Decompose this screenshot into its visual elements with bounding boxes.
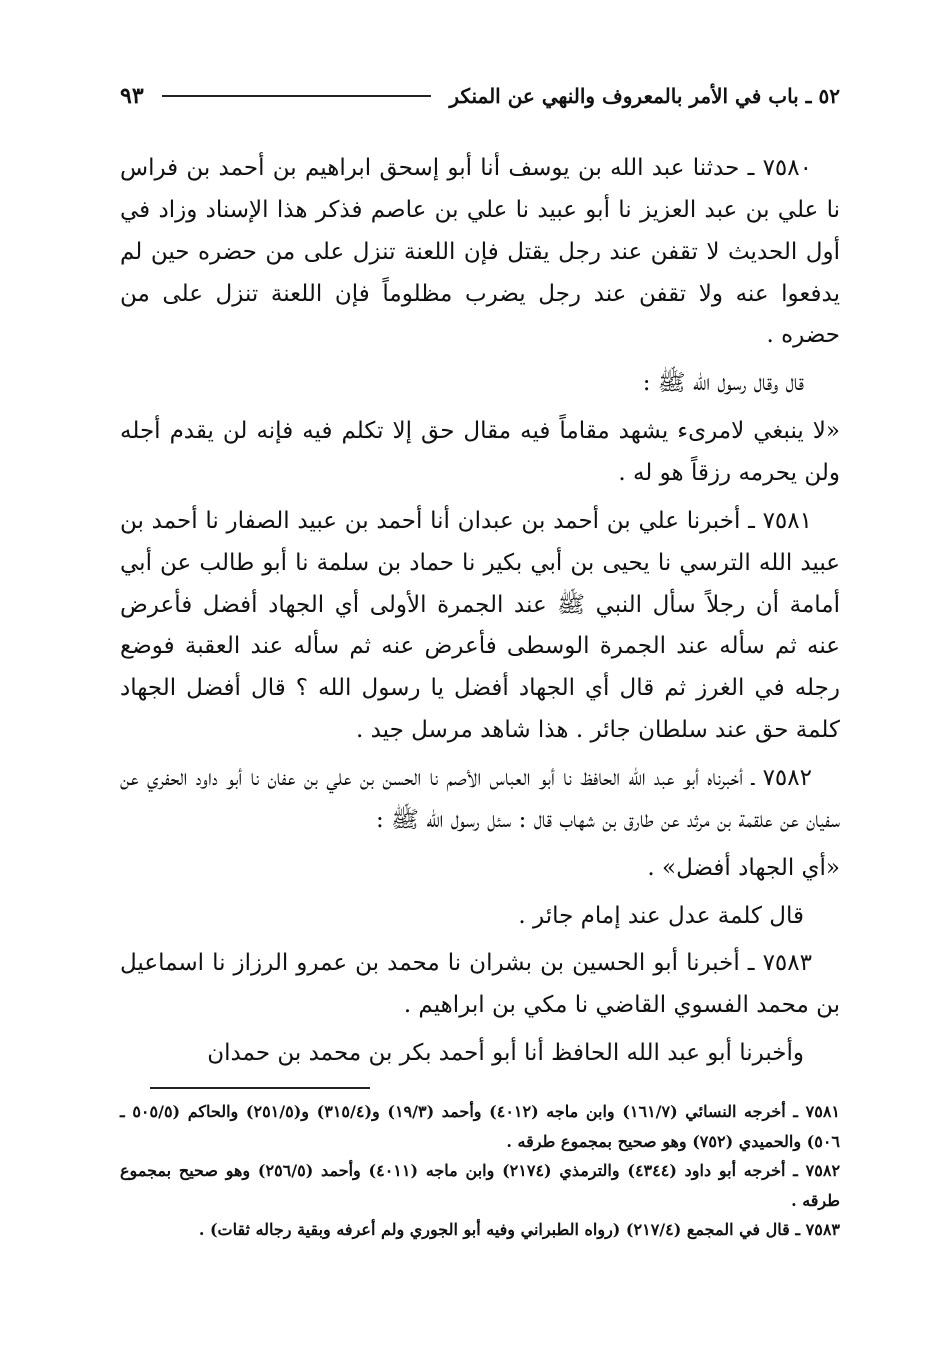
footnotes [120,1097,840,1245]
hadith-7583: ٧٥٨٣ ـ أخبرنا أبو الحسين بن بشران نا محمد بن عمرو الرزاز نا اسماعيل بن محمد الفسوي القاضي نا مكي بن ابراهيم . [120,950,840,1019]
running-header [120,78,840,114]
page-number: ٩٣ [120,83,144,109]
footnote-separator [150,1087,370,1089]
question-quote: «أي الجهاد أفضل» . [647,854,840,881]
chapter-title: ٥٢ ـ باب في الأمر بالمعروف والنهي عن المنكر [449,84,840,108]
prophetic-quote: «لا ينبغي لامرىء يشهد مقاماً فيه مقال حق إلا تكلم فيه فإنه لن يقدم أجله ولن يحرمه رزقاً هو له . [120,418,840,487]
footnote-7581: ٧٥٨١ ـ أخرجه النسائي (١٦١/٧) وابن ماجه (٤٠١٢) وأحمد (١٩/٣) و(٣١٥/٤) و(٢٥١/٥) والحاكم (٥٠٥/٥ ـ ٥٠٦) والحميدي (٧٥٢) وهو صحيح بمجموع طرقه . [120,1102,841,1151]
narration-intro: قال وقال رسول الله ﷺ : [642,370,804,397]
footnote-7582: ٧٥٨٢ ـ أخرجه أبو داود (٤٣٤٤) والترمذي (٢١٧٤) وابن ماجه (٤٠١١) وأحمد (٢٥٦/٥) وهو صحيح بمجموع طرقه . [120,1161,841,1210]
hadith-7580: ٧٥٨٠ ـ حدثنا عبد الله بن يوسف أنا أبو إسحق ابراهيم بن أحمد بن فراس نا علي بن عبد العزيز نا أبو عبيد نا علي بن عاصم فذكر هذا الإسناد وزاد في أول الحديث لا تقفن عند رجل يقتل فإن اللعنة تنزل على من حضره حين لم يدفعوا عنه ولا تقفن عند رجل يضرب مظلوماً فإن اللعنة تنزل على من حضره . [120,155,840,349]
main-text [120,148,840,1075]
answer-line: قال كلمة عدل عند إمام جائر . [518,902,804,929]
header-rule [162,95,432,97]
hadith-7582: ٧٥٨٢ ـ أخبرناه أبو عبد الله الحافظ نا أبو العباس الأصم نا الحسن بن علي بن عفان نا أبو داود الحفري عن سفيان عن علقمة بن مرثد عن طارق بن شهاب قال : سئل رسول الله ﷺ : [120,765,840,833]
chain-continuation: وأخبرنا أبو عبد الله الحافظ أنا أبو أحمد بكر بن محمد بن حمدان [207,1040,804,1067]
hadith-7581: ٧٥٨١ ـ أخبرنا علي بن أحمد بن عبدان أنا أحمد بن عبيد الصفار نا أحمد بن عبيد الله الترسي نا يحيى بن أبي بكير نا حماد بن سلمة نا أبو طالب عن أبي أمامة أن رجلاً سأل النبي ﷺ عند الجمرة الأولى أي الجهاد أفضل فأعرض عنه ثم سأله عند الجمرة الوسطى فأعرض عنه ثم سأله عند العقبة فوضع رجله في الغرز ثم قال أي الجهاد أفضل يا رسول الله ؟ قال أفضل الجهاد كلمة حق عند سلطان جائر . هذا شاهد مرسل جيد . [120,507,840,744]
book-page [120,78,840,1358]
footnote-7583: ٧٥٨٣ ـ قال في المجمع (٢١٧/٤) (رواه الطبراني وفيه أبو الجوري ولم أعرفه وبقية رجاله ثقات) . [198,1220,840,1240]
